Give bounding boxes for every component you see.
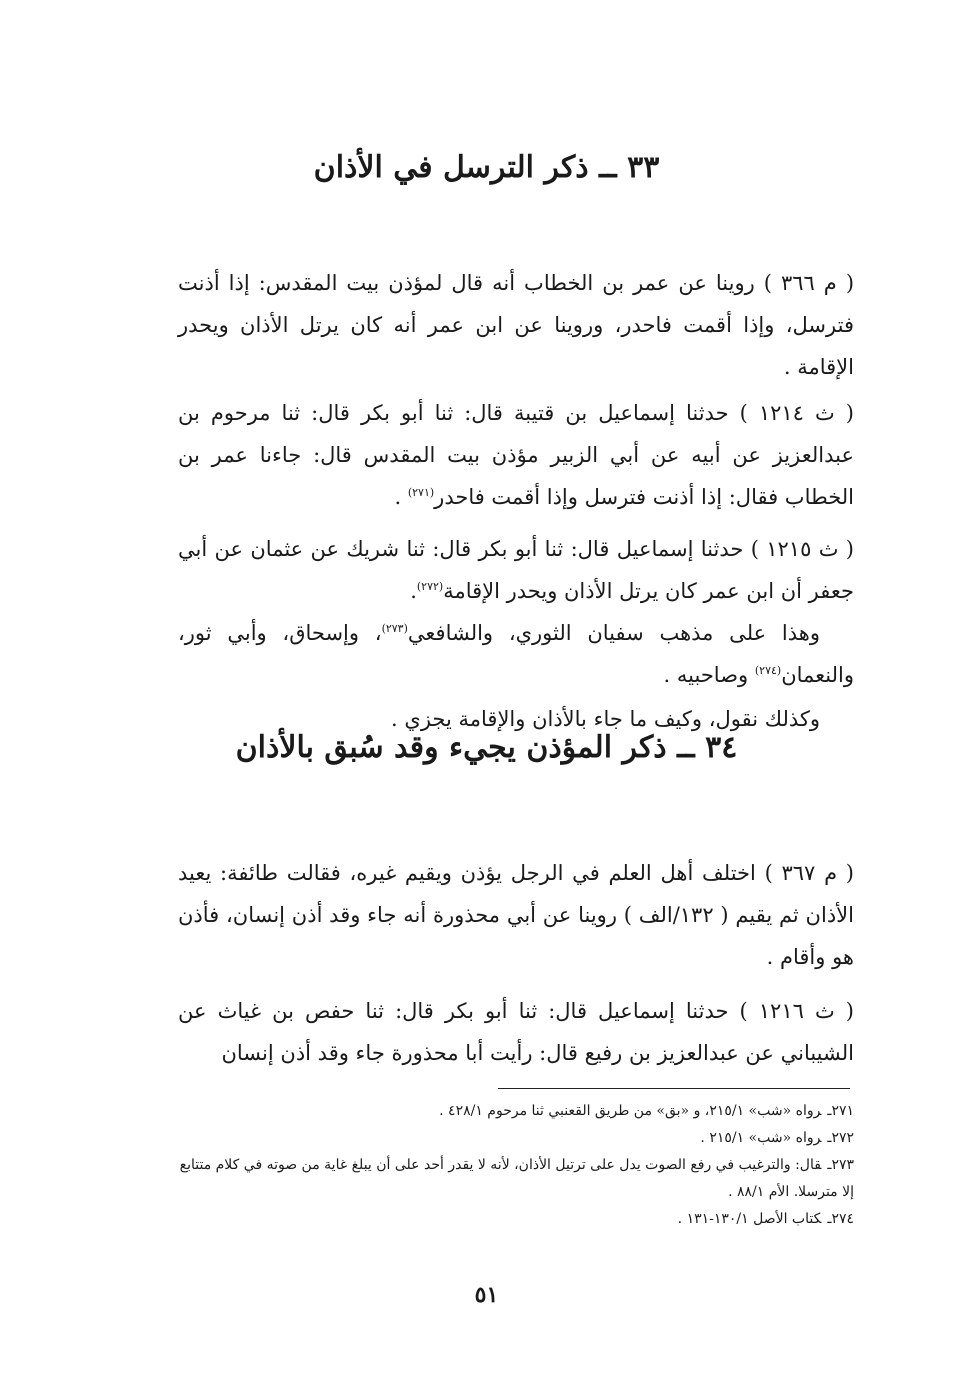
footnote-ref-271: (٢٧١) bbox=[407, 486, 435, 499]
footnote-ref-272: (٢٧٢) bbox=[416, 580, 444, 593]
footnote-273 bbox=[178, 1152, 854, 1206]
footnote-number: ٢٧٣ـ bbox=[827, 1157, 854, 1173]
footnote-text: قال: والترغيب في رفع الصوت يدل على ترتيل الأذان، لأنه لا يقدر أحد على أن يبلغ غاية من صوته في كلام متتابع إلا مترسلا. الأم ٨٨/١ . bbox=[179, 1157, 854, 1200]
paragraph-t1214-end: . bbox=[394, 485, 408, 509]
paragraph-t1214-text: ( ث ١٢١٤ ) حدثنا إسماعيل بن قتيبة قال: ثنا أبو بكر قال: ثنا مرحوم بن عبدالعزيز عن أبيه عن أبي الزبير مؤذن بيت المقدس قال: جاءنا عمر بن الخطاب فقال: إذا أذنت فترسل وإذا أقمت فاحدر bbox=[178, 401, 854, 509]
paragraph-conclusion: وكذلك نقول، وكيف ما جاء بالأذان والإقامة يجزي . bbox=[391, 707, 820, 731]
footnotes bbox=[178, 1098, 854, 1233]
paragraph-t1215-text: ( ث ١٢١٥ ) حدثنا إسماعيل قال: ثنا أبو بكر قال: ثنا شريك عن عثمان عن أبي جعفر أن ابن عمر كان يرتل الأذان ويحدر الإقامة bbox=[178, 537, 854, 603]
paragraph-t1215 bbox=[178, 528, 854, 612]
paragraph-madhhab-c: وصاحبيه . bbox=[663, 663, 755, 687]
paragraph-madhhab bbox=[178, 612, 854, 696]
footnote-271 bbox=[178, 1098, 854, 1125]
footnote-text: رواه «شب» ٢١٥/١ . bbox=[700, 1130, 822, 1146]
paragraph-t1216: ( ث ١٢١٦ ) حدثنا إسماعيل قال: ثنا أبو بكر قال: ثنا حفص بن غياث عن الشيباني عن عبدالعزيز بن رفيع قال: رأيت أبا محذورة جاء وقد أذن إنسان bbox=[178, 999, 854, 1065]
footnote-ref-274: (٢٧٤) bbox=[754, 664, 782, 677]
paragraph-m367: ( م ٣٦٧ ) اختلف أهل العلم في الرجل يؤذن ويقيم غيره، فقالت طائفة: يعيد الأذان ثم يقيم ( ١٣٢/الف ) روينا عن أبي محذورة أنه جاء وقد أذن إنسان، فأذن هو وأقام . bbox=[178, 861, 854, 969]
footnote-272 bbox=[178, 1125, 854, 1152]
footnote-number: ٢٧١ـ bbox=[827, 1103, 854, 1119]
paragraph-t1214 bbox=[178, 392, 854, 518]
paragraph-madhhab-a: وهذا على مذهب سفيان الثوري، والشافعي bbox=[407, 621, 820, 645]
footnote-ref-273: (٢٧٣) bbox=[381, 622, 408, 635]
footnote-text: رواه «شب» ٢١٥/١، و «بق» من طريق القعنبي ثنا مرحوم ٤٢٨/١ . bbox=[439, 1103, 822, 1119]
paragraph-madhhab-b: ، وإسحاق، وأبي ثور، والنعمان bbox=[178, 621, 854, 687]
footnote-text: كتاب الأصل ١٣٠/١-١٣١ . bbox=[677, 1211, 822, 1227]
footnote-divider bbox=[498, 1088, 850, 1089]
paragraph-t1215-end: . bbox=[410, 579, 417, 603]
section-33-heading: ٣٣ ــ ذكر الترسل في الأذان bbox=[313, 150, 660, 185]
page-number: ٥١ bbox=[474, 1282, 499, 1308]
paragraph-m366: ( م ٣٦٦ ) روينا عن عمر بن الخطاب أنه قال لمؤذن بيت المقدس: إذا أذنت فترسل، وإذا أقمت فاحدر، وروينا عن ابن عمر أنه كان يرتل الأذان ويحدر الإقامة . bbox=[178, 271, 855, 379]
section-34-heading: ٣٤ ــ ذكر المؤذن يجيء وقد سُبق بالأذان bbox=[235, 730, 738, 765]
footnote-number: ٢٧٤ـ bbox=[827, 1211, 854, 1227]
footnote-number: ٢٧٢ـ bbox=[827, 1130, 854, 1146]
footnote-274 bbox=[178, 1206, 854, 1233]
